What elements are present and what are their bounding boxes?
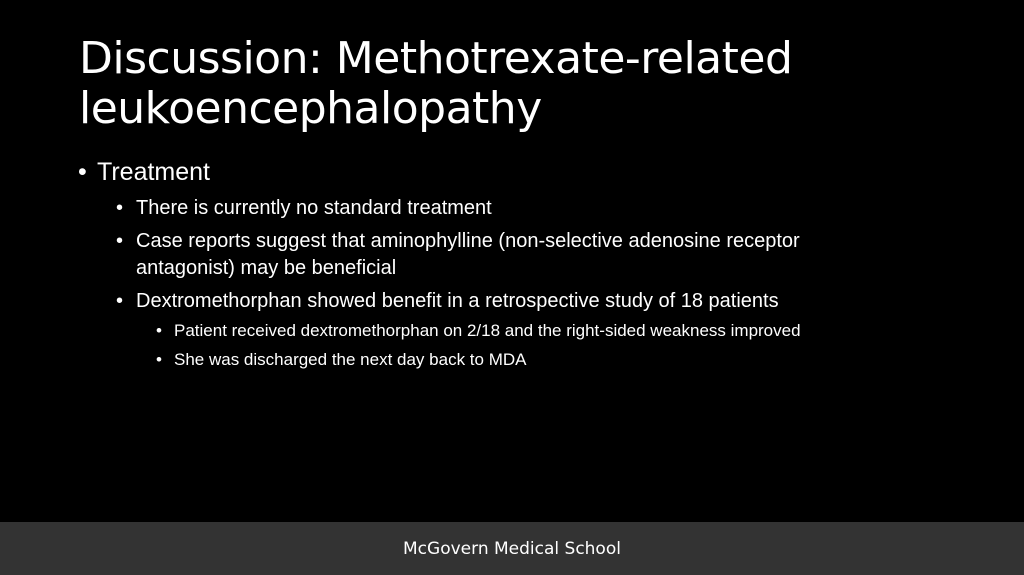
bullet-dextromethorphan [116, 288, 936, 315]
bullet-text-line-1: Case reports suggest that aminophylline (non-selective adenosine receptor [136, 230, 800, 252]
bullet-dot: • [116, 290, 124, 312]
footer-bar [0, 522, 1024, 575]
bullet-text: Treatment [97, 158, 211, 186]
bullet-patient-received [156, 320, 956, 342]
footer-text: McGovern Medical School [403, 538, 621, 559]
bullet-text: She was discharged the next day back to MDA [174, 350, 527, 369]
bullet-aminophylline [116, 228, 936, 282]
bullet-text-line-2: antagonist) may be beneficial [136, 257, 397, 279]
slide-title-line-2: leukoencephalopathy [79, 83, 542, 134]
bullet-treatment [78, 157, 210, 188]
bullet-text: Dextromethorphan showed benefit in a retrospective study of 18 patients [136, 290, 779, 312]
bullet-no-standard-treatment [116, 195, 936, 222]
bullet-discharged [156, 349, 956, 371]
bullet-dot: • [116, 230, 124, 252]
slide-title-line-1: Discussion: Methotrexate-related [79, 33, 793, 84]
bullet-dot: • [116, 197, 124, 219]
bullet-text: There is currently no standard treatment [136, 197, 492, 219]
bullet-text [136, 228, 800, 282]
bullet-dot: • [78, 158, 87, 186]
bullet-dot: • [156, 350, 162, 369]
bullet-dot: • [156, 321, 162, 340]
bullet-text: Patient received dextromethorphan on 2/18 and the right-sided weakness improved [174, 321, 801, 340]
